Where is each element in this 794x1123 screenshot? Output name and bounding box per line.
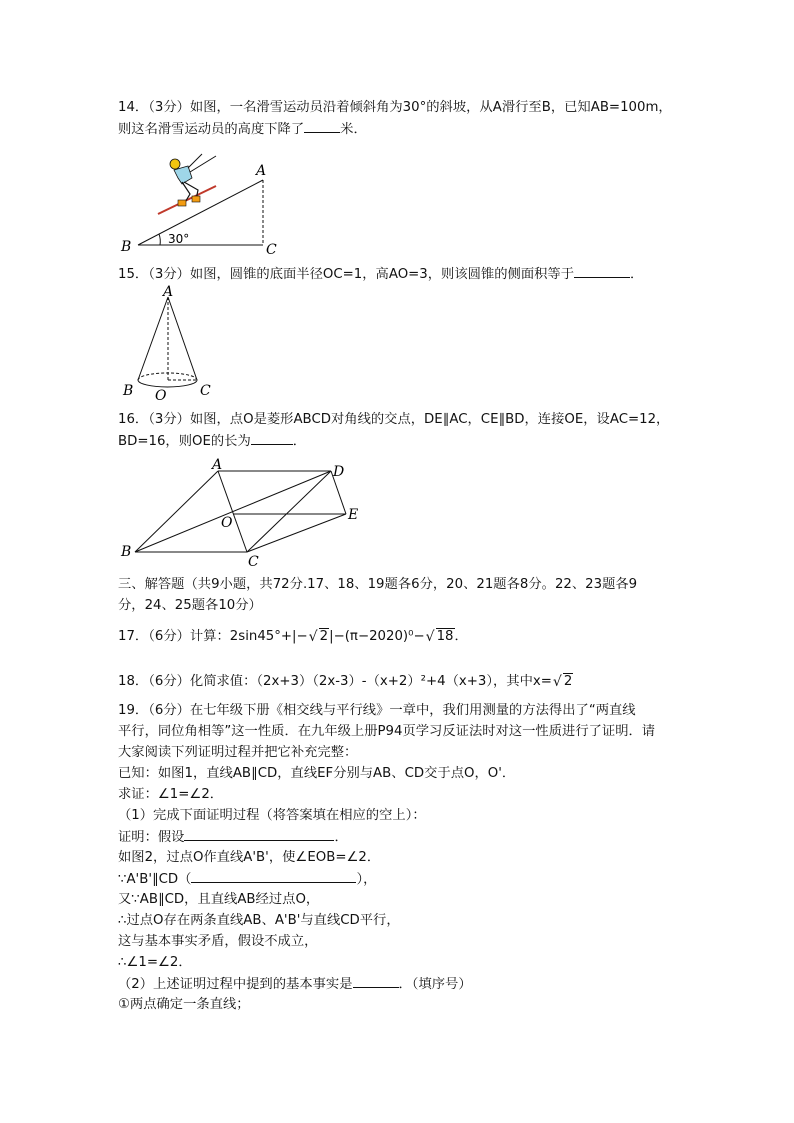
q19-line1: 19．（6分）在七年级下册《相交线与平行线》一章中，我们用测量的方法得出了“两直线 bbox=[118, 703, 636, 718]
q19-line14-text: （2）上述证明过程中提到的基本事实是 bbox=[118, 977, 353, 992]
q15-text-end: ． bbox=[630, 267, 644, 282]
q19-line5: 求证：∠1=∠2． bbox=[118, 787, 224, 802]
q18-text: 18．（6分）化简求值：（2x+3）（2x-3）-（x+2）²+4（x+3），其中x= bbox=[118, 674, 552, 689]
q16-line2 bbox=[118, 432, 306, 451]
q14-line2 bbox=[118, 120, 367, 139]
q16-label-o: O bbox=[221, 515, 233, 531]
section3-line1: 三、解答题（共9小题，共72分.17、18、19题各6分，20、21题各8分。22、23题各9 bbox=[118, 577, 638, 592]
q16-label-e: E bbox=[348, 507, 359, 523]
q16-label-d: D bbox=[333, 464, 345, 480]
q15-label-o: O bbox=[155, 388, 167, 404]
q16-side-ba bbox=[135, 471, 218, 552]
q14-angle-arc bbox=[159, 234, 160, 245]
q19-line9-end: ）， bbox=[356, 872, 377, 887]
sqrt-icon: √ 2 bbox=[308, 629, 329, 645]
q15-label-c: C bbox=[200, 383, 211, 399]
section3-line2: 分，24、25题各10分） bbox=[118, 598, 262, 613]
q19-line8: 如图2，过点O作直线A'B'，使∠EOB=∠2． bbox=[118, 850, 381, 865]
q17-text-a: 17．（6分）计算：2sin45°+|− bbox=[118, 629, 308, 644]
q14-segment-ab bbox=[138, 180, 263, 245]
q14-label-a: A bbox=[256, 163, 267, 179]
sqrt-icon: √ 2 bbox=[552, 674, 573, 690]
skier-icon bbox=[158, 154, 216, 214]
q14-label-b: B bbox=[121, 239, 132, 255]
q19-line13: ∴∠1=∠2． bbox=[118, 955, 192, 970]
sqrt-icon: √ 18 bbox=[425, 629, 454, 645]
q18-line bbox=[118, 673, 573, 691]
q16-segment-ce bbox=[247, 514, 346, 552]
q15-label-b: B bbox=[123, 383, 134, 399]
q19-line7-end: ． bbox=[334, 830, 348, 845]
q14-figure bbox=[118, 148, 288, 258]
q15-generatrix-left bbox=[138, 297, 168, 380]
q19-line10: 又∵AB∥CD，且直线AB经过点O， bbox=[118, 892, 320, 907]
q19-line9-text: ∵A'B'∥CD（ bbox=[118, 872, 192, 887]
q19-line6: （1）完成下面证明过程（将答案填在相应的空上）： bbox=[118, 808, 426, 823]
q15-figure bbox=[118, 285, 228, 405]
q17-text-b: |−(π−2020)⁰− bbox=[329, 629, 425, 644]
q16-side-dc bbox=[247, 471, 331, 552]
q15-line1 bbox=[118, 265, 643, 284]
q14-label-c: C bbox=[266, 242, 277, 258]
q16-line2-end: ． bbox=[292, 434, 307, 449]
q16-label-a: A bbox=[212, 457, 223, 473]
q16-line2-text: BD=16，则OE的长为 bbox=[118, 434, 251, 449]
q16-diagonal-bd bbox=[135, 471, 331, 552]
q14-line2-text: 则这名滑雪运动员的高度下降了 bbox=[118, 122, 305, 137]
q19-line9 bbox=[118, 870, 376, 889]
q19-line3: 大家阅读下列证明过程并把它补充完整： bbox=[118, 745, 358, 760]
q19-assumption-blank[interactable] bbox=[184, 828, 334, 841]
q19-line12: 这与基本事实矛盾，假设不成立， bbox=[118, 934, 318, 949]
q17-line bbox=[118, 628, 468, 646]
q18-radicand: 2 bbox=[563, 674, 573, 689]
q19-line2: 平行，同位角相等”这一性质．在九年级上册P94页学习反证法时对这一性质进行了证明．请 bbox=[118, 724, 656, 739]
q16-figure bbox=[118, 455, 368, 570]
q19-line4: 已知：如图1，直线AB∥CD，直线EF分别与AB、CD交于点O，O'． bbox=[118, 766, 516, 781]
q16-label-c: C bbox=[248, 554, 259, 570]
q14-line1: 14．（3分）如图，一名滑雪运动员沿着倾斜角为30°的斜坡，从A滑行至B，已知AB=100m， bbox=[118, 100, 672, 115]
q19-reason-blank[interactable] bbox=[191, 870, 356, 883]
q19-line14 bbox=[118, 975, 472, 994]
q19-line15: ①两点确定一条直线； bbox=[118, 997, 250, 1012]
q16-label-b: B bbox=[121, 544, 132, 560]
q17-text-c: ． bbox=[454, 629, 468, 644]
q19-line7 bbox=[118, 828, 348, 847]
q17-radicand-1: 2 bbox=[319, 629, 329, 644]
q15-text: 15．（3分）如图，圆锥的底面半径OC=1，高AO=3，则该圆锥的侧面积等于 bbox=[118, 267, 575, 282]
q15-answer-blank[interactable] bbox=[574, 265, 630, 278]
q17-radicand-2: 18 bbox=[436, 629, 454, 644]
q14-angle-label: 30° bbox=[168, 232, 190, 246]
q19-line7-text: 证明：假设 bbox=[118, 830, 185, 845]
q15-base-front bbox=[138, 380, 197, 387]
q16-line1: 16．（3分）如图，点O是菱形ABCD对角线的交点，DE∥AC，CE∥BD，连接OE，设AC=12， bbox=[118, 412, 670, 427]
q15-generatrix-right bbox=[168, 297, 197, 380]
q19-line11: ∴过点O存在两条直线AB、A'B'与直线CD平行， bbox=[118, 913, 400, 928]
q16-answer-blank[interactable] bbox=[251, 432, 293, 445]
q14-line2-end: 米． bbox=[340, 122, 367, 137]
q19-line14-end: ．（填序号） bbox=[398, 977, 472, 992]
q15-label-a: A bbox=[163, 285, 174, 300]
q19-fact-blank[interactable] bbox=[353, 975, 399, 988]
q14-answer-blank[interactable] bbox=[304, 120, 340, 133]
